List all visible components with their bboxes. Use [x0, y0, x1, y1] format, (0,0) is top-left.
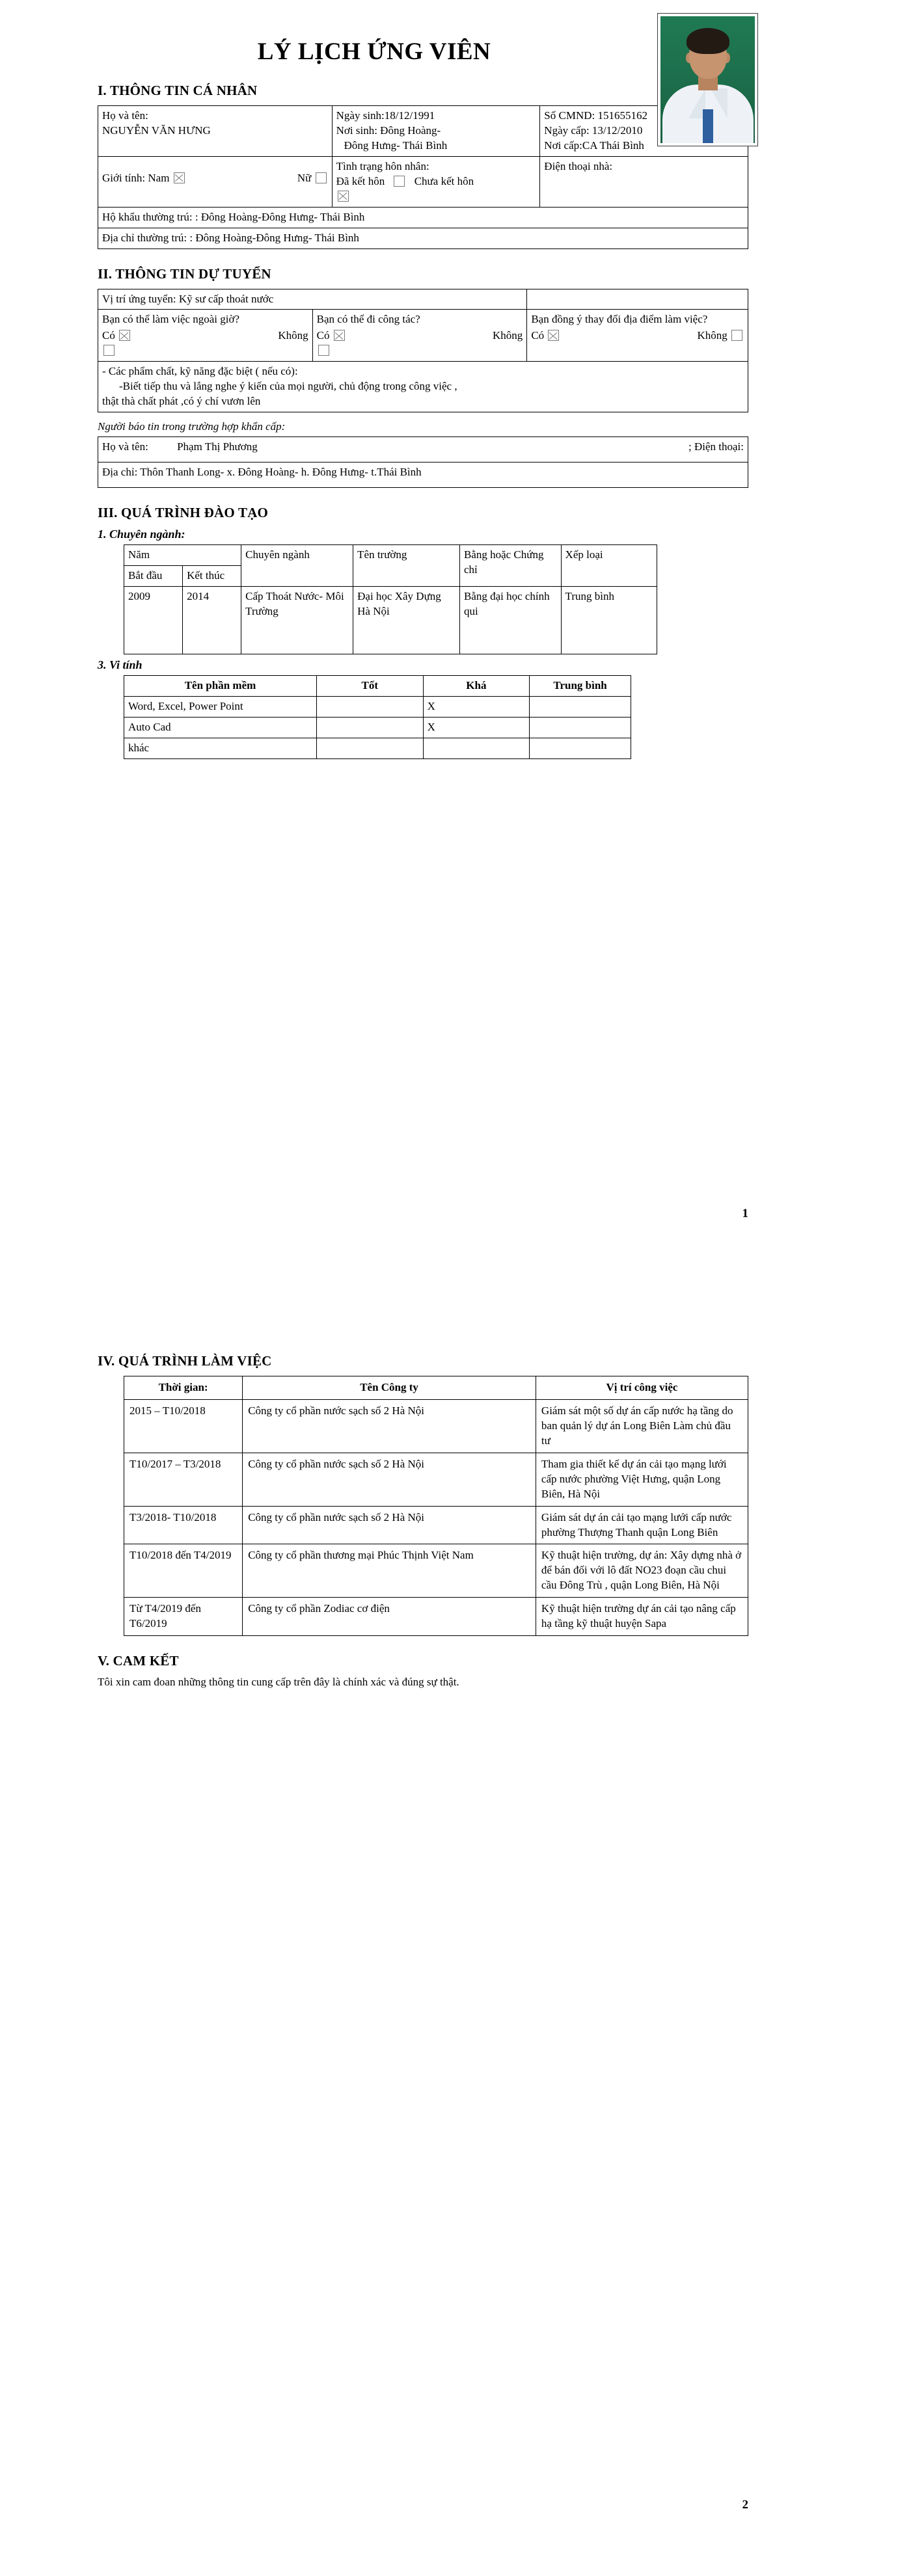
table-row	[98, 310, 748, 362]
document-title: LÝ LỊCH ỨNG VIÊN	[257, 38, 491, 65]
cell-level-good	[317, 738, 424, 758]
header-software-name: Tên phần mềm	[124, 675, 317, 696]
section-heading-commitment: V. CAM KẾT	[98, 1653, 179, 1669]
cell-level-fair: X	[423, 696, 530, 717]
single-checkbox[interactable]	[394, 176, 405, 187]
header-level-good: Tốt	[317, 675, 424, 696]
home-phone-label: Điện thoại nhà:	[544, 159, 613, 172]
education-table	[124, 544, 657, 654]
section-heading-application: II. THÔNG TIN DỰ TUYỂN	[98, 265, 271, 282]
table-row	[98, 207, 748, 228]
table-row	[98, 106, 748, 157]
relocate-yes-label: Có	[531, 329, 545, 342]
cell-work-company: Công ty cổ phần thương mại Phúc Thịnh Việt Nam	[243, 1544, 536, 1598]
cell-work-company: Công ty cổ phần nước sạch số 2 Hà Nội	[243, 1506, 536, 1544]
overtime-yes-label: Có	[102, 329, 115, 342]
page-number-2: 2	[742, 2498, 748, 2512]
header-level-fair: Khá	[423, 675, 530, 696]
cell-level-fair: X	[423, 717, 530, 738]
overtime-no-label: Không	[278, 329, 308, 342]
cell-work-period: T3/2018- T10/2018	[124, 1506, 243, 1544]
header-year-group: Năm	[124, 545, 241, 566]
page-2	[0, 1275, 911, 2576]
table-row	[124, 696, 631, 717]
page-1	[0, 0, 911, 1275]
table-row	[124, 1399, 748, 1453]
cell-permanent-registration: Hộ khẩu thường trú: : Đông Hoàng-Đông Hưng- Thái Bình	[98, 207, 748, 228]
gender-female-label: Nữ	[297, 171, 312, 184]
single-label: Chưa kết hôn	[414, 174, 474, 187]
travel-yes-checkbox[interactable]	[334, 330, 345, 341]
page-number-1: 1	[742, 1207, 748, 1220]
id-number: Số CMND: 151655162	[544, 109, 647, 122]
gender-female-checkbox[interactable]	[316, 172, 327, 183]
subheading-computer: 3. Vi tính	[98, 658, 143, 671]
cell-work-period: Từ T4/2019 đến T6/2019	[124, 1598, 243, 1636]
cell-position-blank	[527, 289, 748, 310]
table-row	[124, 1453, 748, 1506]
cell-level-average	[530, 696, 631, 717]
emergency-phone-label: ; Điện thoại:	[688, 440, 744, 453]
header-start-year: Bắt đầu	[124, 566, 183, 587]
photo-image	[660, 16, 755, 143]
table-row	[124, 586, 657, 654]
photo-hair	[687, 28, 729, 54]
cell-work-period: 2015 – T10/2018	[124, 1399, 243, 1453]
table-header-row	[124, 675, 631, 696]
cell-relocate-question	[527, 310, 748, 362]
cell-marital	[332, 156, 540, 207]
table-row	[124, 1544, 748, 1598]
table-row	[124, 1506, 748, 1544]
cell-education-major: Cấp Thoát Nước- Môi Trường	[241, 586, 353, 654]
birthplace-line-2: Đông Hưng- Thái Bình	[344, 139, 448, 152]
cell-current-address: Địa chỉ thường trú: : Đông Hoàng-Đông Hưng- Thái Bình	[98, 228, 748, 248]
birthplace-line-1: Nơi sinh: Đông Hoàng-	[336, 124, 441, 137]
emergency-name-label: Họ và tên:	[102, 440, 148, 453]
cell-emergency-address: Địa chỉ: Thôn Thanh Long- x. Đông Hoàng- h. Đông Hưng- t.Thái Bình	[98, 463, 748, 488]
cell-software-name: Word, Excel, Power Point	[124, 696, 317, 717]
overtime-yes-checkbox[interactable]	[119, 330, 130, 341]
computer-skills-table	[124, 675, 631, 759]
relocate-no-checkbox[interactable]	[731, 330, 742, 341]
cell-work-company: Công ty cổ phần nước sạch số 2 Hà Nội	[243, 1453, 536, 1506]
section-heading-personal: I. THÔNG TIN CÁ NHÂN	[98, 83, 258, 98]
header-work-role: Vị trí công việc	[536, 1376, 748, 1400]
table-row	[98, 289, 748, 310]
table-row	[98, 228, 748, 248]
application-info-table	[98, 289, 748, 413]
travel-no-label: Không	[493, 329, 523, 342]
travel-question-label: Bạn có thể đi công tác?	[316, 313, 420, 326]
qualities-label: - Các phẩm chất, kỹ năng đặc biệt ( nếu có):	[102, 365, 298, 378]
header-grade: Xếp loại	[561, 545, 657, 587]
overtime-question-label: Bạn có thể làm việc ngoài giờ?	[102, 313, 240, 326]
header-end-year: Kết thúc	[183, 566, 241, 587]
relocate-yes-checkbox[interactable]	[548, 330, 559, 341]
cell-special-qualities	[98, 362, 748, 412]
cell-education-start: 2009	[124, 586, 183, 654]
cell-work-role: Tham gia thiết kế dự án cải tạo mạng lưới cấp nước phường Việt Hưng, quận Long Biên, Hà Nội	[536, 1453, 748, 1506]
cell-emergency-name	[98, 437, 501, 463]
gender-male-group	[102, 171, 186, 186]
commitment-text: Tôi xin cam đoan những thông tin cung cấp trên đây là chính xác và đúng sự thật.	[98, 1676, 459, 1689]
cell-name	[98, 106, 333, 157]
cell-work-role: Giám sát dự án cải tạo mạng lưới cấp nước phường Thượng Thanh quận Long Biên	[536, 1506, 748, 1544]
cell-work-role: Kỹ thuật hiện trường, dự án: Xây dựng nhà ở để bán đối với lô đất NO23 đoạn cầu chui cầu Đông Trù , quận Long Biên, Hà Nội	[536, 1544, 748, 1598]
qualities-line-2: thật thà chất phát ,có ý chí vươn lên	[102, 395, 261, 408]
table-header-row	[124, 1376, 748, 1400]
header-school: Tên trường	[353, 545, 460, 587]
header-work-period: Thời gian:	[124, 1376, 243, 1400]
table-header-row	[124, 545, 657, 566]
cell-travel-question	[312, 310, 527, 362]
table-row	[124, 717, 631, 738]
photo-tie	[703, 109, 713, 143]
travel-yes-label: Có	[316, 329, 330, 342]
table-row	[124, 738, 631, 758]
cell-software-name: Auto Cad	[124, 717, 317, 738]
id-issue-date: Ngày cấp: 13/12/2010	[544, 124, 643, 137]
cell-gender	[98, 156, 333, 207]
section-heading-education: III. QUÁ TRÌNH ĐÀO TẠO	[98, 505, 269, 521]
cell-software-name: khác	[124, 738, 317, 758]
table-row	[98, 437, 748, 463]
emergency-name-value: Phạm Thị Phương	[177, 440, 258, 453]
married-checkbox[interactable]	[338, 191, 349, 202]
section-heading-work: IV. QUÁ TRÌNH LÀM VIỆC	[98, 1353, 272, 1369]
header-work-company: Tên Công ty	[243, 1376, 536, 1400]
table-row	[124, 1598, 748, 1636]
header-level-average: Trung bình	[530, 675, 631, 696]
cell-level-fair	[423, 738, 530, 758]
table-row	[98, 362, 748, 412]
cell-birth	[332, 106, 540, 157]
gender-female-group	[297, 171, 328, 186]
cell-home-phone	[540, 156, 748, 207]
overtime-no-checkbox[interactable]	[103, 345, 115, 356]
cell-overtime-question	[98, 310, 313, 362]
emergency-contact-table	[98, 436, 748, 488]
marital-label: Tình trạng hôn nhân:	[336, 159, 429, 172]
cell-education-grade: Trung bình	[561, 586, 657, 654]
cell-level-good	[317, 696, 424, 717]
id-issue-place: Nơi cấp:CA Thái Bình	[544, 139, 644, 152]
cell-work-role: Kỹ thuật hiện trường dự án cải tạo nâng cấp hạ tầng kỹ thuật huyện Sapa	[536, 1598, 748, 1636]
cell-education-degree: Bằng đại học chính qui	[459, 586, 561, 654]
header-major: Chuyên ngành	[241, 545, 353, 587]
cell-emergency-phone	[501, 437, 748, 463]
relocate-no-label: Không	[697, 329, 727, 342]
cell-position-applied: Vị trí ứng tuyển: Kỹ sư cấp thoát nước	[98, 289, 527, 310]
table-row	[98, 156, 748, 207]
emergency-contact-note: Người báo tin trong trường hợp khẩn cấp:	[98, 420, 286, 433]
candidate-photo	[657, 13, 758, 146]
cell-work-period: T10/2017 – T3/2018	[124, 1453, 243, 1506]
cell-education-end: 2014	[183, 586, 241, 654]
cell-level-average	[530, 738, 631, 758]
work-experience-table	[124, 1376, 748, 1636]
table-row	[98, 463, 748, 488]
gender-label: Giới tính: Nam	[102, 171, 170, 184]
cell-level-good	[317, 717, 424, 738]
cell-level-average	[530, 717, 631, 738]
personal-info-table	[98, 105, 748, 249]
cell-work-role: Giám sát một số dự án cấp nước hạ tầng do ban quản lý dự án Long Biên Làm chủ đầu tư	[536, 1399, 748, 1453]
name-label: Họ và tên:	[102, 109, 148, 122]
married-label: Đã kết hôn	[336, 174, 385, 187]
name-value: NGUYỄN VĂN HƯNG	[102, 124, 211, 137]
cell-education-school: Đại học Xây Dựng Hà Nội	[353, 586, 460, 654]
cell-work-company: Công ty cổ phần Zodiac cơ điện	[243, 1598, 536, 1636]
cell-work-company: Công ty cổ phần nước sạch số 2 Hà Nội	[243, 1399, 536, 1453]
dob-line: Ngày sinh:18/12/1991	[336, 109, 435, 122]
travel-no-checkbox[interactable]	[318, 345, 329, 356]
header-degree: Bằng hoặc Chứng chỉ	[459, 545, 561, 587]
cell-work-period: T10/2018 đến T4/2019	[124, 1544, 243, 1598]
gender-male-checkbox[interactable]	[174, 172, 185, 183]
subheading-major: 1. Chuyên ngành:	[98, 528, 185, 541]
qualities-line-1: -Biết tiếp thu và lắng nghe ý kiến của mọi người, chủ động trong công việc ,	[119, 380, 457, 393]
relocate-question-label: Bạn đồng ý thay đổi địa điểm làm việc?	[531, 313, 708, 326]
